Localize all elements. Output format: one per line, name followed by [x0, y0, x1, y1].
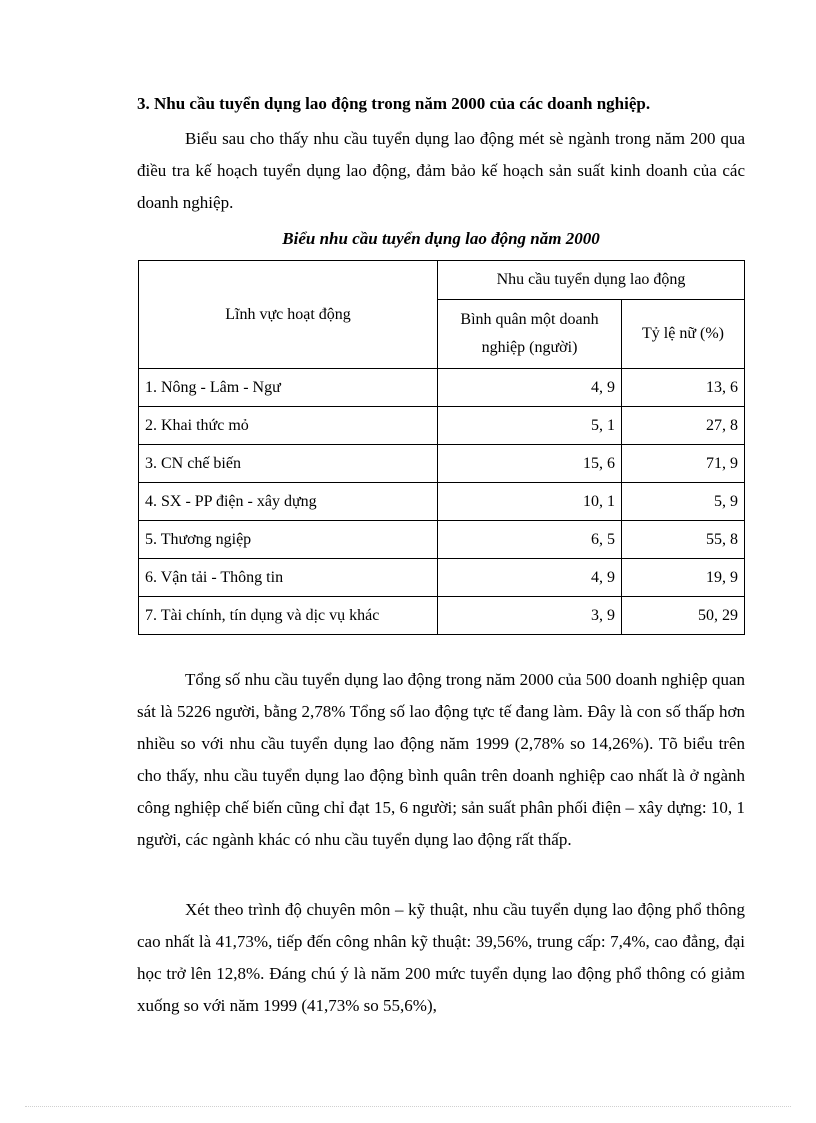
row-avg: 15, 6 [438, 445, 622, 483]
summary-paragraph: Tổng số nhu cầu tuyển dụng lao động trong năm 2000 của 500 doanh nghiệp quan sát là 5226 người, bằng 2,78% Tổng số lao động tực tế đang làm. Đây là con số thấp hơn nhiều so với nhu cầu tuyển dụng lao động năm 1999 (2,78% so 14,26%). Tõ biểu trên cho thấy, nhu cầu tuyển dụng lao động bình quân trên doanh nghiệp cao nhất là ở ngành công nghiệp chế biến cũng chỉ đạt 15, 6 người; sản suất phân phối điện – xây dựng: 10, 1 người, các ngành khác có nhu cầu tuyển dụng lao động rất thấp. [137, 670, 745, 849]
group-header: Nhu cầu tuyển dụng lao động [438, 261, 745, 300]
row-avg: 4, 9 [438, 559, 622, 597]
row-field: 5. Thương ngiệp [139, 521, 438, 559]
row-avg: 10, 1 [438, 483, 622, 521]
section-heading: 3. Nhu cầu tuyển dụng lao động trong năm 2000 của các doanh nghiệp. [137, 94, 651, 113]
row-field: 4. SX - PP điện - xây dựng [139, 483, 438, 521]
row-field: 2. Khai thức mỏ [139, 407, 438, 445]
table-row [139, 369, 745, 407]
intro-paragraph: Biểu sau cho thấy nhu cầu tuyển dụng lao động mét sè ngành trong năm 200 qua điều tra kế hoạch tuyển dụng lao động, đảm bảo kế hoạch sản suất kinh doanh của các doanh nghiệp. [137, 129, 745, 212]
table-caption: Biểu nhu cầu tuyển dụng lao động năm 2000 [282, 229, 600, 248]
row-avg: 4, 9 [438, 369, 622, 407]
row-female: 27, 8 [622, 407, 745, 445]
row-field: 3. CN chế biến [139, 445, 438, 483]
field-header: Lĩnh vực hoạt động [139, 261, 438, 369]
recruitment-table [138, 260, 745, 635]
row-female: 13, 6 [622, 369, 745, 407]
qualification-paragraph: Xét theo trình độ chuyên môn – kỹ thuật, nhu cầu tuyển dụng lao động phổ thông cao nhất là 41,73%, tiếp đến công nhân kỹ thuật: 39,56%, trung cấp: 7,4%, cao đẳng, đại học trở lên 12,8%. Đáng chú ý là năm 200 mức tuyển dụng lao động phổ thông có giảm xuống so với năm 1999 (41,73% so 55,6%), [137, 900, 745, 1015]
row-female: 50, 29 [622, 597, 745, 635]
table-row [139, 597, 745, 635]
table-row [139, 521, 745, 559]
page-bottom-divider [25, 1106, 791, 1107]
row-field: 1. Nông - Lâm - Ngư [139, 369, 438, 407]
row-female: 5, 9 [622, 483, 745, 521]
row-avg: 3, 9 [438, 597, 622, 635]
table-row [139, 559, 745, 597]
row-female: 55, 8 [622, 521, 745, 559]
table-row [139, 445, 745, 483]
row-avg: 5, 1 [438, 407, 622, 445]
row-field: 6. Vận tải - Thông tin [139, 559, 438, 597]
female-ratio-header: Tỷ lệ nữ (%) [622, 300, 745, 369]
table-row [139, 483, 745, 521]
table-row [139, 407, 745, 445]
row-female: 19, 9 [622, 559, 745, 597]
avg-per-enterprise-header: Bình quân một doanh nghiệp (người) [438, 300, 622, 369]
row-avg: 6, 5 [438, 521, 622, 559]
row-field: 7. Tài chính, tín dụng và dịc vụ khác [139, 597, 438, 635]
row-female: 71, 9 [622, 445, 745, 483]
